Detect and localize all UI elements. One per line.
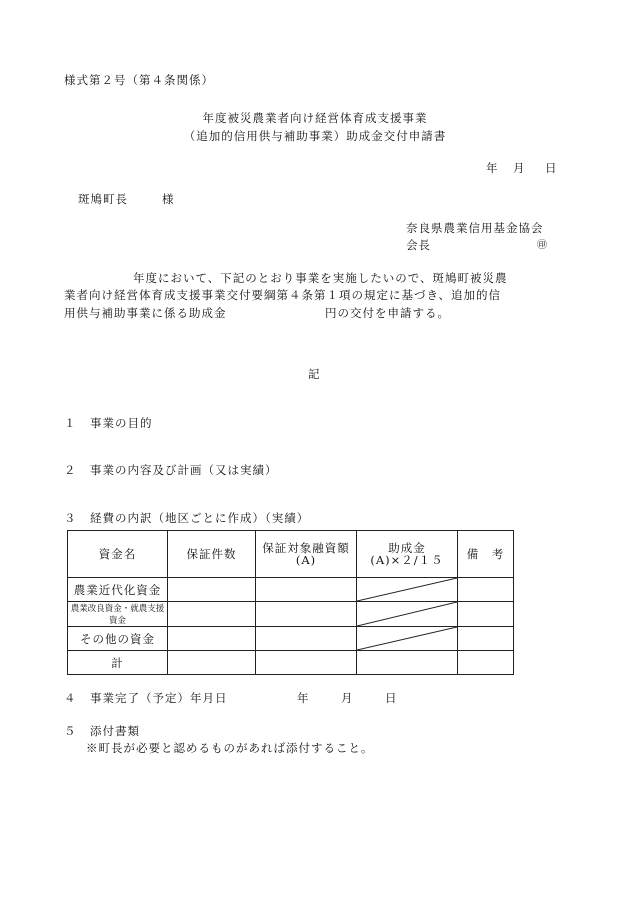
cell-diagonal — [357, 578, 458, 602]
cell-empty — [458, 602, 514, 627]
header-subsidy — [357, 531, 458, 578]
document-title-line1: 年度被災農業者向け経営体育成支援事業 — [202, 111, 428, 125]
diagonal-line — [357, 578, 457, 601]
table-row — [68, 578, 514, 602]
table-row — [68, 627, 514, 651]
cell-empty — [168, 627, 256, 651]
header-guaranteed-loan-code: (A) — [295, 553, 317, 567]
cell-empty — [168, 651, 256, 675]
ki-heading: 記 — [308, 367, 321, 381]
cell-diagonal — [357, 627, 458, 651]
header-remarks: 備 考 — [458, 531, 514, 578]
item5-note: ※町長が必要と認めるものがあれば添付すること。 — [86, 741, 374, 755]
document-title-line2: （追加的信用供与補助事業）助成金交付申請書 — [183, 129, 447, 143]
row-fund-name: 農業改良資金・就農支援資金 — [68, 602, 168, 627]
item4-number: ４ — [64, 691, 77, 705]
item1-number: １ — [64, 416, 77, 430]
row-total: 計 — [68, 651, 168, 675]
cell-empty — [256, 627, 357, 651]
header-subsidy-formula: (A)×２/１５ — [370, 553, 444, 567]
header-subsidy-label: 助成金 — [388, 541, 426, 555]
seal-mark: ㊞ — [537, 240, 548, 251]
item2-number: ２ — [64, 463, 77, 477]
cell-empty — [256, 578, 357, 602]
item3-number: ３ — [64, 511, 77, 525]
diagonal-line — [357, 602, 457, 626]
cell-empty — [168, 602, 256, 627]
diagonal-line — [357, 627, 457, 650]
item4-label: 事業完了（予定）年月日 — [90, 691, 228, 705]
body-line2: 業者向け経営体育成支援事業交付要綱第４条第１項の規定に基づき、追加的信 — [64, 288, 502, 302]
item4-year: 年 — [297, 691, 310, 705]
item3-label: 経費の内訳（地区ごとに作成）（実績） — [90, 511, 310, 525]
applicant-role: 会長 — [406, 238, 431, 252]
cell-empty — [256, 602, 357, 627]
cell-empty — [458, 627, 514, 651]
addressee-honorific: 様 — [162, 192, 175, 206]
cell-diagonal — [357, 602, 458, 627]
item5-number: ５ — [64, 724, 77, 738]
item4-day: 日 — [385, 691, 398, 705]
row-fund-name: 農業近代化資金 — [68, 578, 168, 602]
item2-label: 事業の内容及び計画（又は実績） — [90, 463, 278, 477]
cell-empty — [357, 651, 458, 675]
header-fund-name: 資金名 — [68, 531, 168, 578]
body-line3a: 用供与補助事業に係る助成金 — [64, 306, 227, 320]
body-line1: 年度において、下記のとおり事業を実施したいので、斑鳩町被災農 — [133, 271, 508, 285]
cell-empty — [458, 578, 514, 602]
item5-label: 添付書類 — [90, 724, 140, 738]
item4-month: 月 — [341, 691, 354, 705]
date-month: 月 — [513, 161, 526, 175]
item1-label: 事業の目的 — [90, 416, 153, 430]
cell-empty — [256, 651, 357, 675]
header-guaranteed-loan — [256, 531, 357, 578]
row-fund-name: その他の資金 — [68, 627, 168, 651]
cell-empty — [458, 651, 514, 675]
form-label: 様式第２号（第４条関係） — [64, 73, 214, 87]
table-row — [68, 651, 514, 675]
cell-empty — [168, 578, 256, 602]
table-row — [68, 602, 514, 627]
table-header-row — [68, 531, 514, 578]
applicant-org: 奈良県農業信用基金協会 — [406, 221, 544, 235]
header-guaranteed-loan-label: 保証対象融資額 — [262, 541, 350, 555]
header-guarantee-count: 保証件数 — [168, 531, 256, 578]
addressee-name: 斑鳩町長 — [78, 192, 128, 206]
date-year: 年 — [486, 161, 499, 175]
body-line3b: 円の交付を申請する。 — [325, 306, 450, 320]
date-day: 日 — [545, 161, 558, 175]
expense-table — [67, 530, 514, 675]
